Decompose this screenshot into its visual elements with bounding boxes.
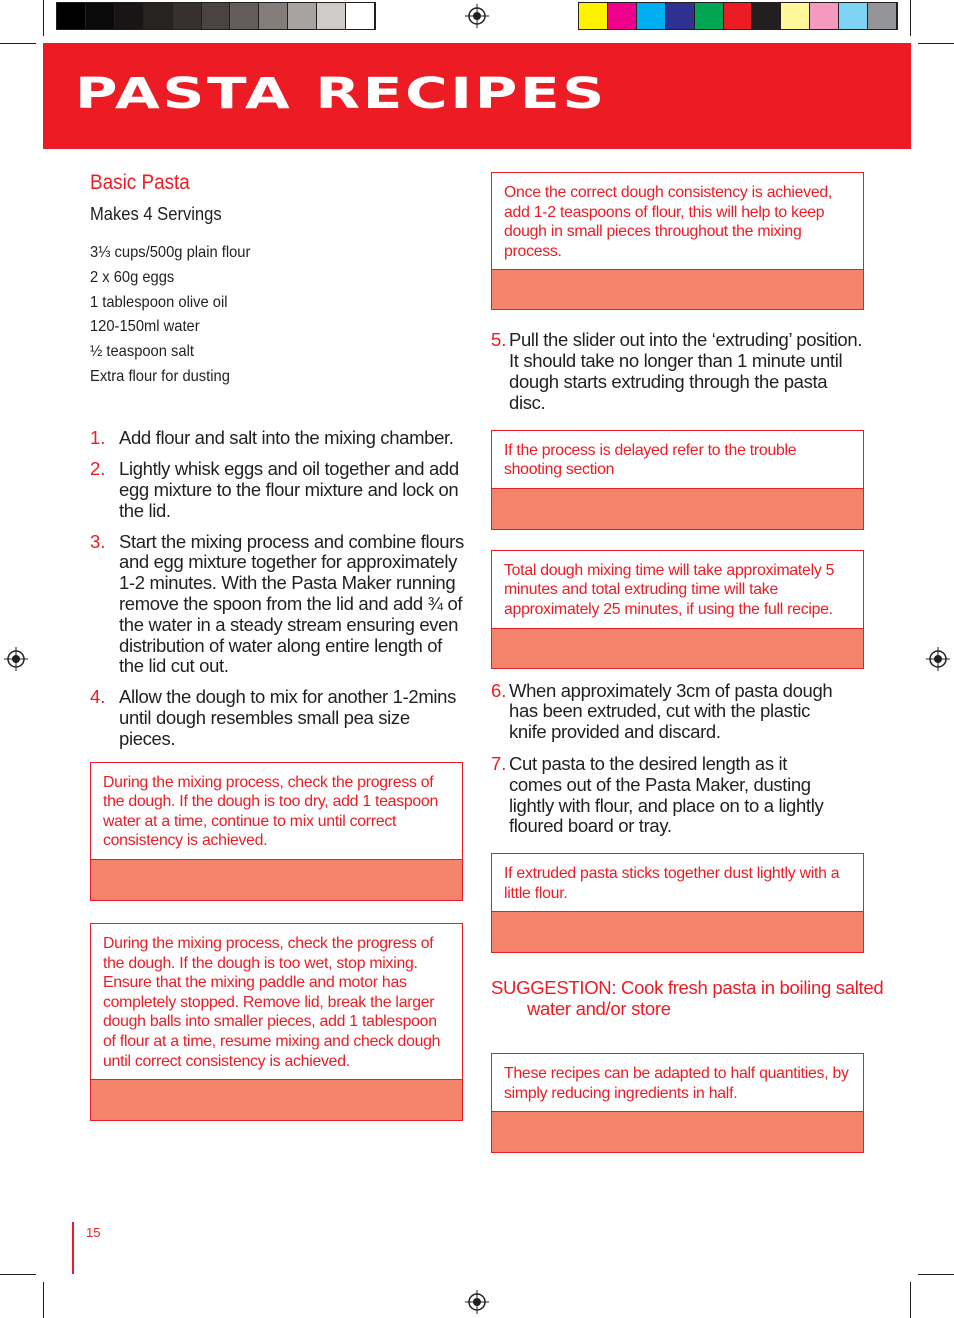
crop-mark — [910, 1282, 911, 1318]
tip-box — [491, 172, 864, 310]
calibration-swatch — [86, 3, 115, 29]
crop-mark — [43, 0, 44, 36]
tip-box — [491, 550, 864, 669]
calibration-swatch — [752, 3, 781, 29]
calibration-swatch — [839, 3, 868, 29]
ingredient-item: ½ teaspoon salt — [90, 343, 194, 360]
tip-text: Total dough mixing time will take approximately 5 minutes and total extruding time will take approximately 25 minutes, if using the full recipe. — [504, 561, 835, 618]
calibration-swatch — [288, 3, 317, 29]
calibration-swatch — [724, 3, 753, 29]
calibration-swatch — [637, 3, 666, 29]
tip-box — [491, 1053, 864, 1153]
tip-box-footer — [492, 488, 863, 529]
calibration-swatch — [346, 3, 375, 29]
step-text: Cut pasta to the desired length as it comes out of the Pasta Maker, dusting lightly with flour, and place on to a lightly floured board or tray. — [509, 752, 824, 837]
registration-mark-icon — [465, 1290, 489, 1314]
page-title: PASTA RECIPES — [75, 69, 607, 119]
ingredient-item: 1 tablespoon olive oil — [90, 293, 228, 311]
tip-box-footer — [492, 628, 863, 668]
grayscale-calibration-bar — [56, 2, 376, 30]
calibration-swatch — [259, 3, 288, 29]
method-step — [491, 754, 865, 837]
calibration-swatch — [230, 3, 259, 29]
method-step — [491, 681, 865, 743]
method-steps — [90, 428, 464, 749]
step-text: Allow the dough to mix for another 1-2mins until dough resembles small pea size pieces. — [119, 686, 456, 749]
step-number: 2. — [90, 458, 106, 480]
tip-box-footer — [91, 859, 462, 900]
method-step — [90, 532, 464, 678]
tip-box-footer — [492, 269, 863, 309]
left-column — [90, 170, 464, 1121]
page-number-rule — [72, 1222, 74, 1274]
tip-text: If extruded pasta sticks together dust lightly with a little flour. — [504, 865, 840, 902]
serving-suggestion — [491, 977, 884, 1020]
tip-box — [90, 762, 463, 901]
ingredient-item: Extra flour for dusting — [90, 367, 230, 385]
crop-mark — [0, 1274, 36, 1275]
tip-text: During the mixing process, check the progress of the dough. If the dough is too dry, add 1 teaspoon water at a time, continue to mix until correct consistency is achieved. — [103, 773, 439, 850]
step-text: Start the mixing process and combine flours and egg mixture together for approximately 1-2 minutes. With the Pasta Maker running remove the spoon from the lid and add ¾ of the water in a steady stream ensuring even distribution of water along entire length of the lid cut out. — [119, 530, 464, 677]
calibration-swatch — [868, 3, 897, 29]
calibration-swatch — [173, 3, 202, 29]
step-text: When approximately 3cm of pasta dough has been extruded, cut with the plastic knife provided and discard. — [509, 679, 833, 743]
method-step — [90, 459, 464, 521]
calibration-swatch — [666, 3, 695, 29]
ingredient-item: 120-150ml water — [90, 318, 200, 336]
tip-box-footer — [492, 1111, 863, 1152]
calibration-swatch — [608, 3, 637, 29]
tip-text: If the process is delayed refer to the trouble shooting section — [504, 441, 797, 479]
registration-mark-icon — [4, 647, 28, 671]
tip-text: Once the correct dough consistency is achieved, add 1-2 teaspoons of flour, this will help to keep dough in small pieces throughout the mixing process. — [504, 184, 833, 260]
step-number: 4. — [90, 686, 106, 708]
step-number: 6. — [491, 679, 507, 701]
right-column — [491, 172, 884, 1153]
step-text: Add flour and salt into the mixing chamber. — [119, 427, 454, 449]
suggestion-line: water and/or store — [527, 998, 671, 1020]
ingredient-item: 3⅓ cups/500g plain flour — [90, 244, 251, 262]
registration-mark-icon — [926, 647, 950, 671]
step-text: Lightly whisk eggs and oil together and add egg mixture to the flour mixture and lock on the lid. — [119, 458, 459, 521]
step-number: 5. — [491, 329, 507, 351]
calibration-swatch — [202, 3, 231, 29]
page-header-banner — [43, 43, 911, 149]
calibration-swatch — [144, 3, 173, 29]
step-number: 7. — [491, 752, 507, 774]
calibration-swatch — [695, 3, 724, 29]
calibration-swatch — [115, 3, 144, 29]
crop-mark — [910, 0, 911, 36]
calibration-swatch — [579, 3, 608, 29]
calibration-swatch — [810, 3, 839, 29]
recipe-title: Basic Pasta — [90, 171, 190, 194]
tip-box — [90, 923, 463, 1121]
calibration-swatch — [781, 3, 810, 29]
method-step — [90, 687, 464, 749]
step-number: 1. — [90, 427, 106, 449]
tip-text: These recipes can be adapted to half quantities, by simply reducing ingredients in half. — [504, 1065, 849, 1102]
tip-box-footer — [492, 911, 863, 952]
step-number: 3. — [90, 530, 106, 552]
step-text: Pull the slider out into the ‘extruding’ position. It should take no longer than 1 minute until dough starts extruding through the pasta disc. — [509, 329, 863, 413]
suggestion-line: SUGGESTION: Cook fresh pasta in boiling salted — [491, 977, 884, 999]
tip-box — [491, 853, 864, 953]
ingredient-list — [90, 241, 464, 389]
ingredient-item: 2 x 60g eggs — [90, 268, 175, 286]
method-step — [90, 428, 464, 449]
tip-box — [491, 430, 864, 530]
crop-mark — [43, 1282, 44, 1318]
color-calibration-bar — [578, 2, 898, 30]
crop-mark — [918, 1274, 954, 1275]
registration-mark-icon — [465, 4, 489, 28]
crop-mark — [918, 43, 954, 44]
calibration-swatch — [317, 3, 346, 29]
method-step — [491, 330, 865, 413]
tip-box-footer — [91, 1079, 462, 1120]
crop-mark — [0, 43, 36, 44]
tip-text: During the mixing process, check the progress of the dough. If the dough is too wet, stop mixing. Ensure that the mixing paddle and motor has completely stopped. Remove lid, break the larger dough balls into smaller pieces, add 1 tablespoon of flour at a time, resume mixing and check dough until correct consistency is achieved. — [103, 934, 441, 1070]
page-number: 15 — [86, 1225, 101, 1240]
recipe-servings: Makes 4 Servings — [90, 204, 222, 225]
calibration-swatch — [57, 3, 86, 29]
